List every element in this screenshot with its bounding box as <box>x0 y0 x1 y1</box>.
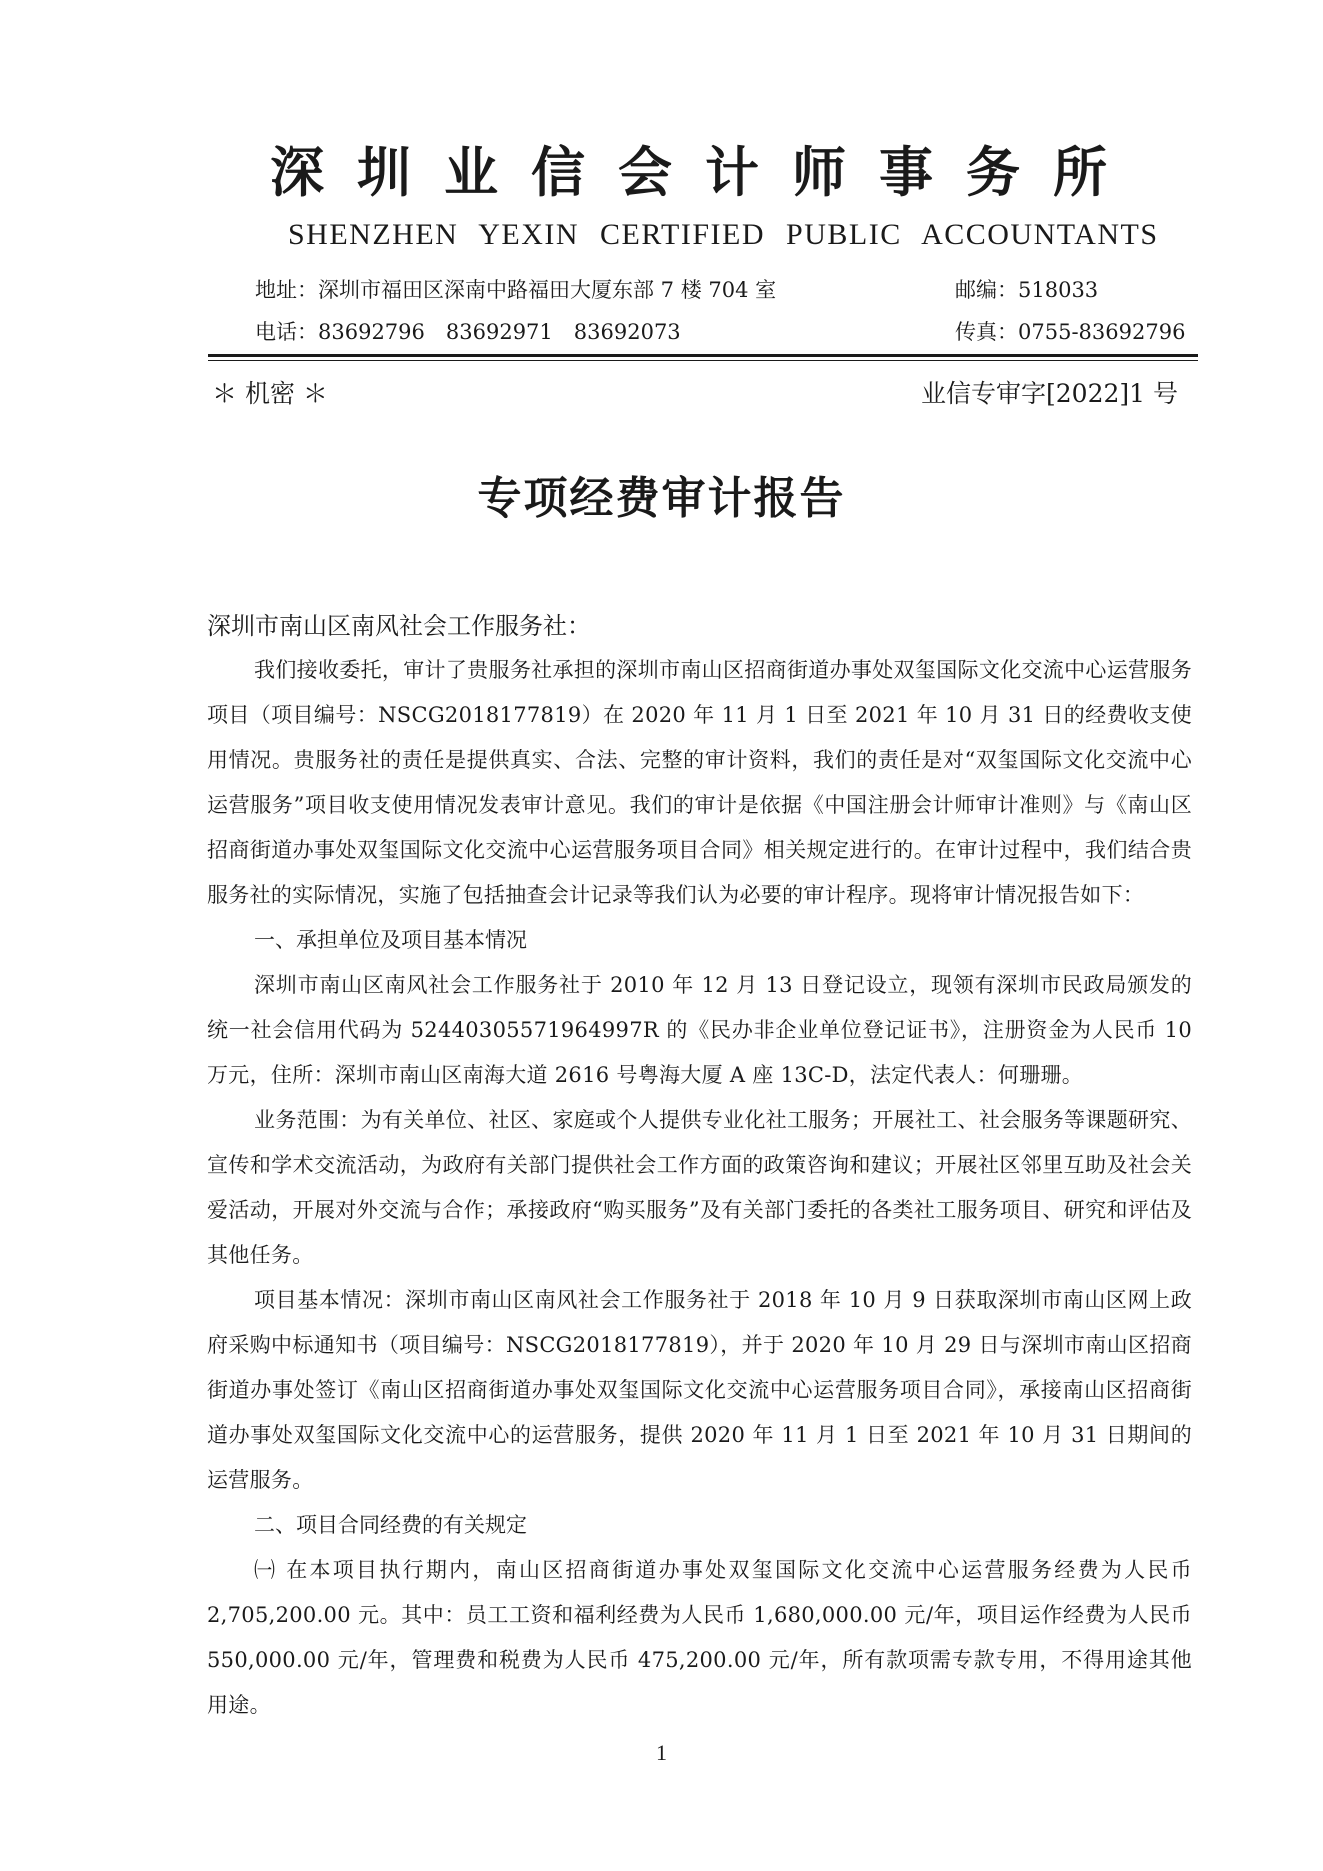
funding-paragraph: ㈠ 在本项目执行期内，南山区招商街道办事处双玺国际文化交流中心运营服务经费为人民币 2,705,200.00 元。其中：员工工资和福利经费为人民币 1,680,000.00 元/年，项目运作经费为人民币 550,000.00 元/年，管理费和税费为人民币 475,200.00 元/年，所有款项需专款专用，不得用途其他用途。 <box>207 1558 1192 1717</box>
registration-paragraph: 深圳市南山区南风社会工作服务社于 2010 年 12 月 13 日登记设立，现领有深圳市民政局颁发的统一社会信用代码为 52440305571964997R 的《民办非企业单位登记证书》，注册资金为人民币 10 万元，住所：深圳市南山区南海大道 2616 号粤海大厦 A 座 13C-D，法定代表人：何珊珊。 <box>207 973 1192 1087</box>
firm-postcode: 邮编：518033 <box>955 278 1099 302</box>
report-title: 专项经费审计报告 <box>477 473 846 524</box>
document-number: 业信专审字[2022]1 号 <box>921 379 1178 408</box>
firm-name-chinese: 深圳业信会计师事务所 <box>270 141 1140 204</box>
firm-address: 地址：深圳市福田区深南中路福田大厦东部 7 楼 704 室 <box>255 278 777 302</box>
addressee: 深圳市南山区南风社会工作服务社： <box>207 612 591 640</box>
project-basics-paragraph: 项目基本情况：深圳市南山区南风社会工作服务社于 2018 年 10 月 9 日获取深圳市南山区网上政府采购中标通知书（项目编号：NSCG2018177819），并于 2020 年 10 月 29 日与深圳市南山区招商街道办事处签订《南山区招商街道办事处双玺国际文化交流中心运营服务项目合同》，承接南山区招商街道办事处双玺国际文化交流中心的运营服务，提供 2020 年 11 月 1 日至 2021 年 10 月 31 日期间的运营服务。 <box>207 1288 1192 1492</box>
firm-fax: 传真：0755-83692796 <box>955 320 1186 344</box>
section-heading-2: 二、项目合同经费的有关规定 <box>254 1513 527 1537</box>
section-heading-1: 一、承担单位及项目基本情况 <box>254 928 527 952</box>
firm-phone: 电话：83692796 83692971 83692073 <box>255 320 681 344</box>
phone-row <box>255 316 1186 346</box>
business-scope-paragraph: 业务范围：为有关单位、社区、家庭或个人提供专业化社工服务；开展社工、社会服务等课题研究、宣传和学术交流活动，为政府有关部门提供社会工作方面的政策咨询和建议；开展社区邻里互助及社会关爱活动，开展对外交流与合作；承接政府“购买服务”及有关部门委托的各类社工服务项目、研究和评估及其他任务。 <box>207 1108 1192 1267</box>
page-number: 1 <box>656 1740 667 1765</box>
confidential-mark: ＊ 机密 ＊ <box>212 379 328 408</box>
letterhead-divider-thin <box>208 360 1198 361</box>
intro-paragraph: 我们接收委托，审计了贵服务社承担的深圳市南山区招商街道办事处双玺国际文化交流中心运营服务项目（项目编号：NSCG2018177819）在 2020 年 11 月 1 日至 2021 年 10 月 31 日的经费收支使用情况。贵服务社的责任是提供真实、合法、完整的审计资料，我们的责任是对“双玺国际文化交流中心运营服务”项目收支使用情况发表审计意见。我们的审计是依据《中国注册会计师审计准则》与《南山区招商街道办事处双玺国际文化交流中心运营服务项目合同》相关规定进行的。在审计过程中，我们结合贵服务社的实际情况，实施了包括抽查会计记录等我们认为必要的审计程序。现将审计情况报告如下： <box>207 658 1192 907</box>
report-body <box>207 604 1192 1728</box>
firm-name-english: SHENZHEN YEXIN CERTIFIED PUBLIC ACCOUNTANTS <box>288 218 1159 251</box>
letterhead-divider-thick <box>208 354 1198 357</box>
address-row <box>255 274 1173 304</box>
